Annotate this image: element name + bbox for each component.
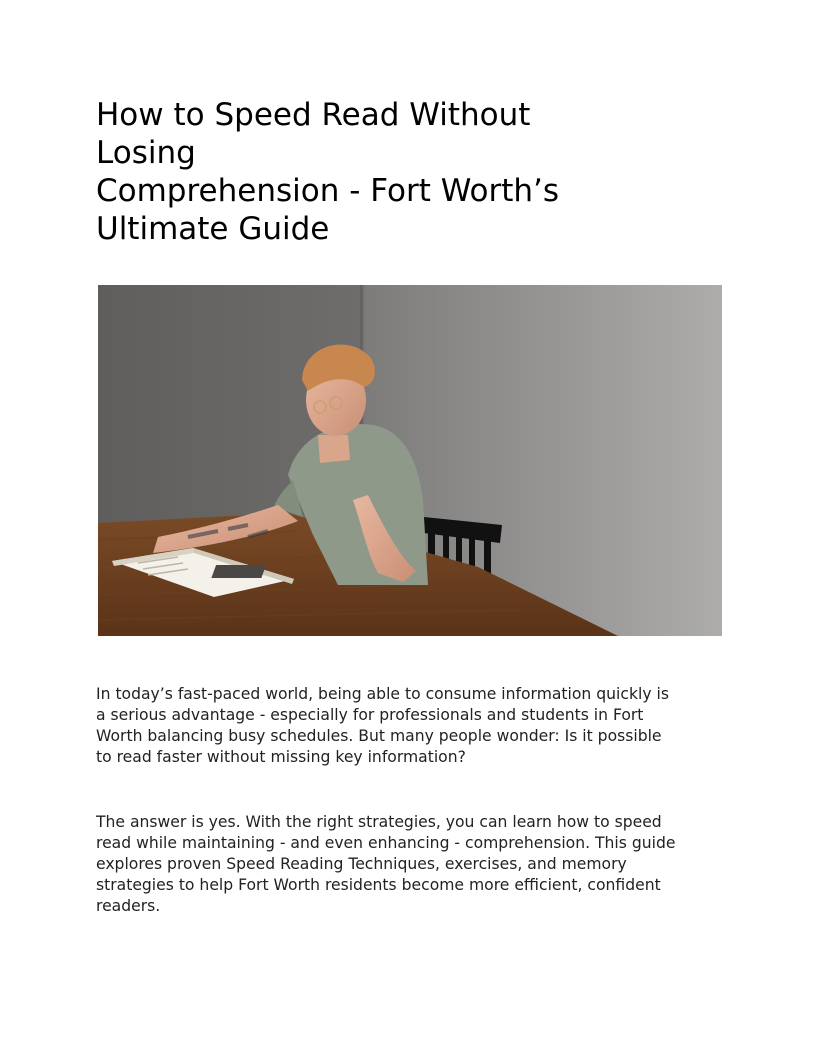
reading-photo-illustration — [98, 285, 722, 636]
paragraph-line: to read faster without missing key information? — [96, 748, 466, 766]
paragraph-line: a serious advantage - especially for professionals and students in Fort — [96, 706, 644, 724]
title-line: Ultimate Guide — [96, 211, 330, 247]
paragraph-line: The answer is yes. With the right strategies, you can learn how to speed — [96, 813, 662, 831]
title-line: Losing — [96, 135, 196, 171]
paragraph-line: readers. — [96, 897, 161, 915]
page-title — [96, 96, 616, 248]
intro-paragraph — [96, 684, 706, 768]
title-line: How to Speed Read Without — [96, 97, 531, 133]
answer-paragraph — [96, 812, 706, 917]
title-line: Comprehension - Fort Worth’s — [96, 173, 560, 209]
paragraph-line: read while maintaining - and even enhancing - comprehension. This guide — [96, 834, 676, 852]
paragraph-line: strategies to help Fort Worth residents become more efficient, confident — [96, 876, 661, 894]
paragraph-line: Worth balancing busy schedules. But many people wonder: Is it possible — [96, 727, 662, 745]
paragraph-line: explores proven Speed Reading Techniques, exercises, and memory — [96, 855, 627, 873]
hero-image — [98, 285, 722, 636]
paragraph-line: In today’s fast-paced world, being able to consume information quickly is — [96, 685, 669, 703]
